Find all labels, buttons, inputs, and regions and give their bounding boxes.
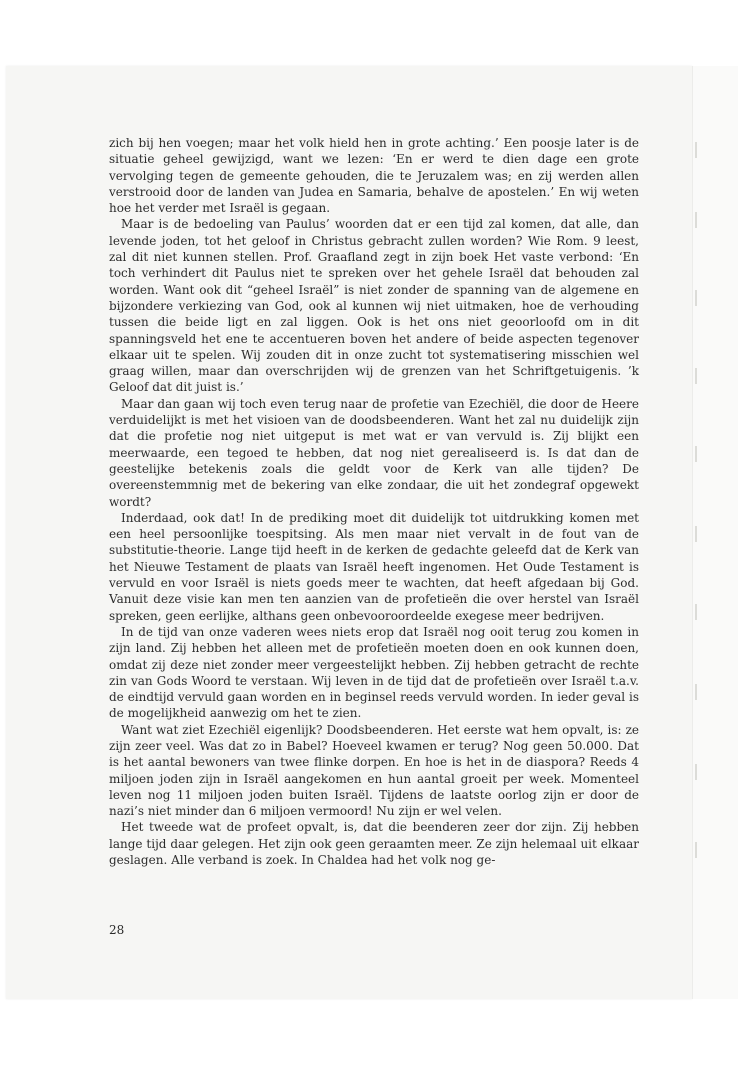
page-edge-tick (695, 212, 697, 228)
paragraph: zich bij hen voegen; maar het volk hield hen in grote achting.’ Een poosje later is de situatie geheel gewijzigd, want we lezen: ‘En er werd te dien dage een grote vervolging tegen de gemeente gehouden, die te Jeruzalem was; en zij werden allen verstrooid door de landen van Judea en Samaria, behalve de apostelen.’ En wij weten hoe het verder met Israël is gegaan. (109, 136, 639, 216)
page-edge-tick (695, 684, 697, 700)
page-edge-tick (695, 142, 697, 158)
page-edge-tick (695, 446, 697, 462)
page-edge-tick (695, 368, 697, 384)
body-text (109, 135, 639, 868)
page-edge-tick (695, 842, 697, 858)
page-stack-edge (692, 66, 738, 999)
page-edge-tick (695, 604, 697, 620)
paragraph: Inderdaad, ook dat! In de prediking moet dit duidelijk tot uitdrukking komen met een heel persoonlijke toespitsing. Als men maar niet vervalt in de fout van de substitutie-theorie. Lange tijd heeft in de kerken de gedachte geleefd dat de Kerk van het Nieuwe Testament de plaats van Israël heeft ingenomen. Het Oude Testament is vervuld en voor Israël is niets goeds meer te wachten, dat heeft afgedaan bij God. Vanuit deze visie kan men ten aanzien van de profetieën die over herstel van Israël spreken, geen eerlijke, althans geen onbevooroordeelde exegese meer bedrijven. (109, 510, 639, 623)
paragraph: Het tweede wat de profeet opvalt, is, dat die beenderen zeer dor zijn. Zij hebben lange tijd daar gelegen. Het zijn ook geen geraamten meer. Ze zijn helemaal uit elkaar geslagen. Alle verband is zoek. In Chaldea had het volk nog ge- (109, 820, 639, 868)
page-edge-tick (695, 290, 697, 306)
paragraph: Maar dan gaan wij toch even terug naar de profetie van Ezechiël, die door de Heere verduidelijkt is met het visioen van de doodsbeenderen. Want het zal nu duidelijk zijn dat die profetie nog niet uitgeput is met wat er van vervuld is. Zij blijkt een meerwaarde, een tegoed te hebben, dat nog niet gerealiseerd is. Is dat dan de geestelijke betekenis zoals die geldt voor de Kerk van alle tijden? De overeenstemmnig met de bekering van elke zondaar, die uit het zondegraf opgewekt wordt? (109, 396, 639, 509)
page-edge-tick (695, 526, 697, 542)
paragraph: Maar is de bedoeling van Paulus’ woorden dat er een tijd zal komen, dat alle, dan levende joden, tot het geloof in Christus gebracht zullen worden? Wie Rom. 9 leest, zal dit niet kunnen stellen. Prof. Graafland zegt in zijn boek Het vaste verbond: ‘En toch verhindert dit Paulus niet te spreken over het gehele Israël dat behouden zal worden. Want ook dit “geheel Israël” is niet zonder de spanning van de algemene en bijzondere verkiezing van God, ook al kunnen wij niet uitmaken, hoe de verhouding tussen die beide ligt en zal liggen. Ook is het ons niet geoorloofd om in dit spanningsveld het ene te accentueren boven het andere of beide aspecten tegenover elkaar uit te spelen. Wij zouden dit in onze zucht tot systematisering misschien wel graag willen, maar dan overschrijden wij de grenzen van het Schriftgetuigenis. ’k Geloof dat dit juist is.’ (109, 217, 639, 395)
paragraph: In de tijd van onze vaderen wees niets erop dat Israël nog ooit terug zou komen in zijn land. Zij hebben het alleen met de profetieën moeten doen en ook kunnen doen, omdat zij deze niet zonder meer vergeestelijkt hebben. Zij hebben getracht de rechte zin van Gods Woord te verstaan. Wij leven in de tijd dat de profetieën over Israël t.a.v. de eindtijd vervuld gaan worden en in beginsel reeds vervuld worden. In ieder geval is de mogelijkheid aanwezig om het te zien. (109, 624, 639, 721)
paragraph: Want wat ziet Ezechiël eigenlijk? Doodsbeenderen. Het eerste wat hem opvalt, is: ze zijn zeer veel. Was dat zo in Babel? Hoeveel kwamen er terug? Nog geen 50.000. Dat is het aantal bewoners van twee flinke dorpen. En hoe is het in de diaspora? Reeds 4 miljoen joden zijn in Israël aangekomen en hun aantal groeit per week. Momenteel leven nog 11 miljoen joden buiten Israël. Tijdens de laatste oorlog zijn er door de nazi’s niet minder dan 6 miljoen vermoord! Nu zijn er wel velen. (109, 722, 639, 819)
page-number: 28 (109, 923, 125, 937)
page-edge-tick (695, 764, 697, 780)
